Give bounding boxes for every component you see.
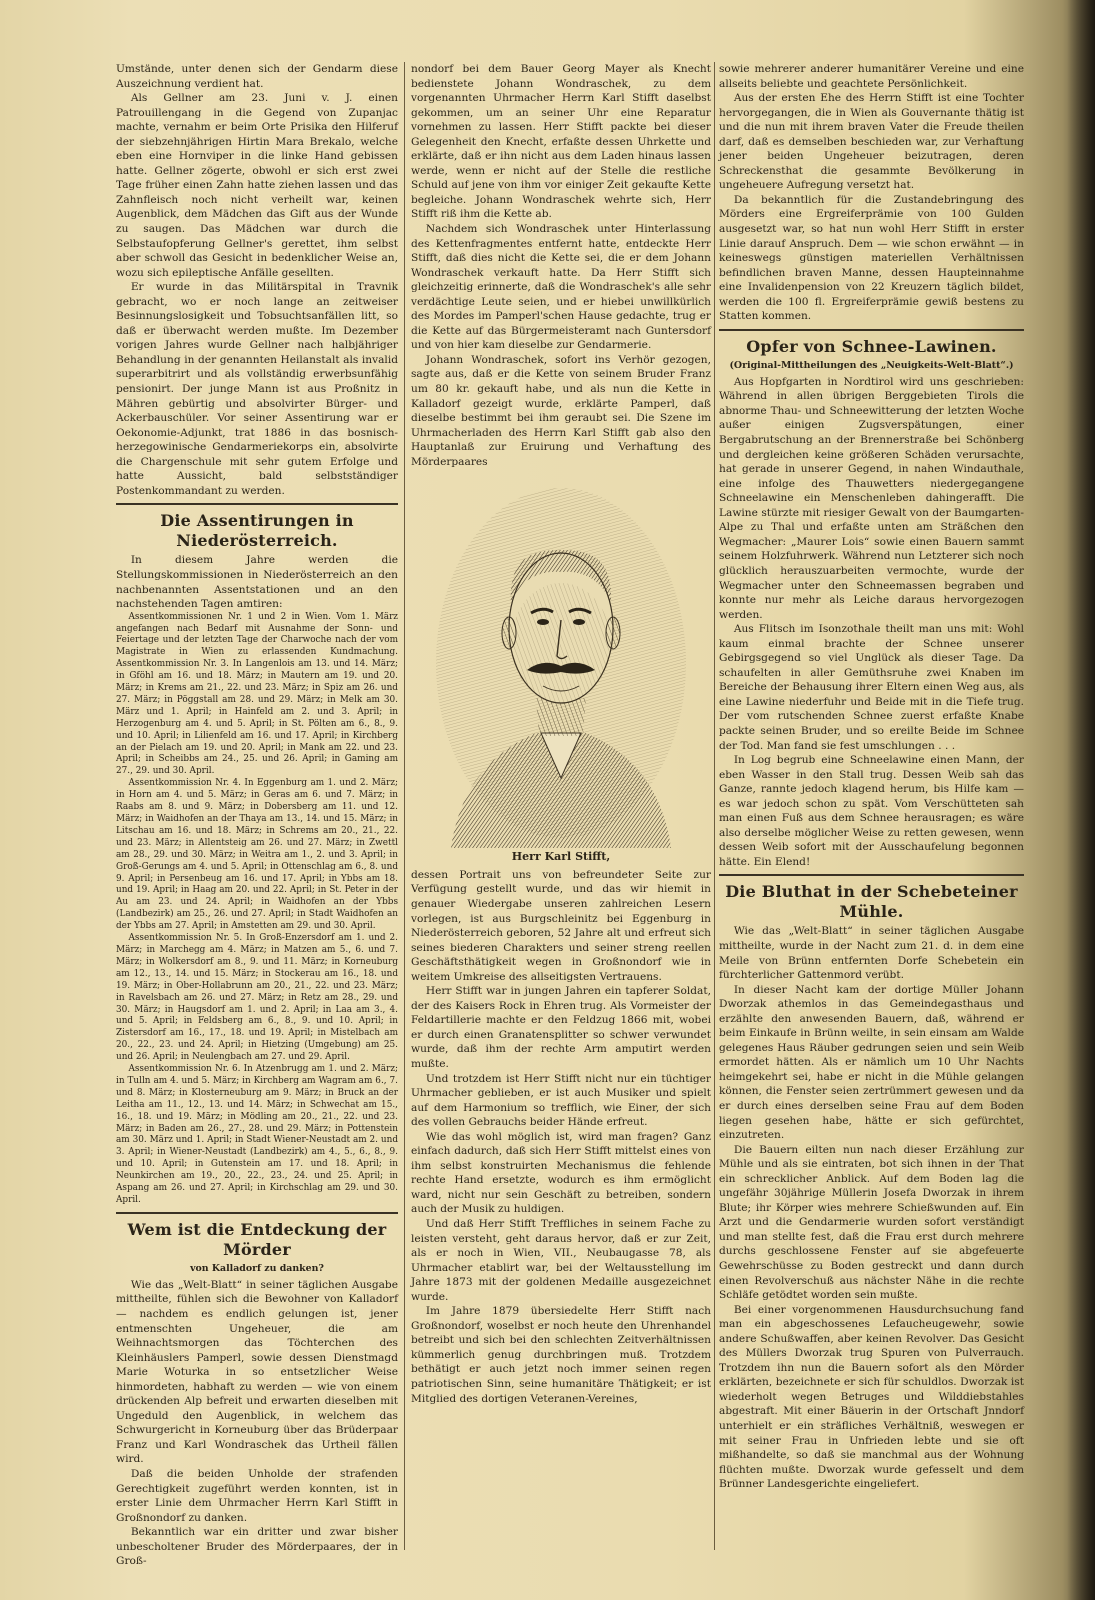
paragraph: Bekanntlich war ein dritter und zwar bisher unbescholtener Bruder des Mörderpaares, der in Groß- — [116, 1526, 398, 1568]
portrait-caption: Herr Karl Stifft, — [511, 850, 611, 864]
paragraph: dessen Portrait uns von befreundeter Seite zur Verfügung gestellt wurde, und das wir hiemit in genauer Wiedergabe unseren zahlreichen Lesern vorlegen, ist aus Burgschleinitz bei Eggenburg in Niederösterreich geboren, 52 Jahre alt und erfreut sich seines biederen Charakters und seiner streng reellen Geschäftsthätigkeit wegen in Großnondorf wie in weitem Umkreise des allseitigsten Vertrauens. — [411, 868, 711, 983]
paragraph: Johann Wondraschek, sofort ins Verhör gezogen, sagte aus, daß er die Kette von seinem Bruder Franz um 80 kr. gekauft habe, und als nun die Kette in Kalladorf gezeigt wurde, erklärte Pamperl, daß dieselbe bestimmt bei ihm geraubt sei. Die Szene im Uhrmacherladen des Herrn Karl Stifft gab also den Hauptanlaß zur Eruirung und Verhaftung des Mörderpaares — [411, 353, 711, 468]
column-1 — [116, 62, 398, 1569]
paragraph: Aus der ersten Ehe des Herrn Stifft ist eine Tochter hervorgegangen, die in Wien als Gouvernante thätig ist und die nun mit ihrem braven Vater die Freude theilen darf, daß es demselben beschieden war, zur Verhaftung jener beiden Ungeheuer beizutragen, deren Schreckensthat die gesammte Bevölkerung in ungeheuere Aufregung versetzt hat. — [719, 92, 1024, 192]
column-rule — [714, 62, 715, 1550]
article-heading: Die Bluthat in der Schebeteiner Mühle. — [725, 882, 1018, 922]
paragraph: Wie das „Welt-Blatt“ in seiner täglichen Ausgabe mittheilte, fühlen sich die Bewohner von Kalladorf — nachdem es endlich gelungen ist, jener entmenschten Ungeheuer, die am Weihnachtsmorgen das Töchterchen des Kleinhäuslers Pamperl, sowie dessen Dienstmagd Marie Woturka in so entsetzlicher Weise hinmordeten, habhaft zu werden — wie von einem drückenden Alp befreit und erwarten dieselben mit Ungeduld den Augenblick, in welchem das Schwurgericht in Korneuburg über das Brüderpaar Franz und Karl Wondraschek das Urtheil fällen wird. — [116, 1278, 398, 1466]
article-subheading: von Kalladorf zu danken? — [190, 1262, 324, 1274]
paragraph: Daß die beiden Unholde der strafenden Gerechtigkeit zugeführt werden konnten, ist in erster Linie dem Uhrmacher Herrn Karl Stifft in Großnondorf zu danken. — [116, 1468, 398, 1524]
column-rule — [404, 62, 405, 1550]
section-divider — [116, 503, 398, 505]
paragraph: sowie mehrerer anderer humanitärer Vereine und eine allseits beliebte und geachtete Persönlichkeit. — [719, 63, 1024, 90]
section-divider — [719, 329, 1024, 331]
article-heading: Opfer von Schnee-Lawinen. — [746, 336, 997, 356]
paragraph: In Log begrub eine Schneelawine einen Mann, der eben Wasser in den Stall trug. Dessen Weib sah das Ganze, rannte jedoch klagend herum, bis Hilfe kam — es war jedoch schon zu spät. Vom Verschütteten sah man einen Fuß aus dem Schnee herausragen; es wäre also derselbe möglicher Weise zu retten gewesen, wenn dessen Weib sofort mit der Ausschaufelung begonnen hätte. Ein Elend! — [719, 754, 1024, 868]
paragraph: In diesem Jahre werden die Stellungskommissionen in Niederösterreich an den nachbenannten Assentstationen und an den nachstehenden Tagen amtiren: — [116, 554, 398, 611]
paragraph: Aus Flitsch im Isonzothale theilt man uns mit: Wohl kaum einmal brachte der Schnee unserer Gebirgsgegend so viel Unglück als dieser Tage. Da schaufelten in aller Gemüthsruhe zwei Knaben im Bereiche der Behausung ihrer Eltern einen Weg aus, als eine Lawine niederfuhr und Beide mit in die Tiefe trug. Der vom rutschenden Schnee zuerst erfaßte Knabe packte seinen Bruder, und so ereilte Beide im Schnee der Tod. Man fand sie fest umschlungen . . . — [719, 623, 1024, 752]
paragraph: Bei einer vorgenommenen Hausdurchsuchung fand man ein abgeschossenes Lefaucheugewehr, sowie andere Schußwaffen, aber keinen Revolver. Das Gesicht des Müllers Dworzak trug Spuren von Pulverrauch. Trotzdem ihn nun die Bauern sofort als den Mörder erklärten, bezeichnete er sich für schuldlos. Dworzak ist wiederholt wegen Betruges und Wilddiebstahles abgestraft. Mit einer Bäuerin in der Ortschaft Jnndorf unterhielt er ein sträfliches Verhältniß, weswegen er mit seiner Frau in Unfrieden lebte und sie oft mißhandelte, so daß sie manchmal aus der Wohnung flüchten mußte. Dworzak wurde gefesselt und dem Brünner Landesgerichte eingeliefert. — [719, 1303, 1024, 1491]
paragraph: Nachdem sich Wondraschek unter Hinterlassung des Kettenfragmentes entfernt hatte, entdeckte Herr Stifft, daß dies nicht die Kette sei, die er dem Johann Wondraschek verkauft hatte. Da Herr Stifft sich gleichzeitig erinnerte, daß die Wondraschek's alle sehr verdächtige Leute seien, und er hiebei unwillkürlich des Mordes im Pamperl'schen Hause gedachte, trug er die Kette auf das Bürgermeisteramt nach Guntersdorf und von hier kam dieselbe zur Gendarmerie. — [411, 223, 711, 352]
paragraph: Assentkommissionen Nr. 1 und 2 in Wien. Vom 1. März angefangen nach Bedarf mit Ausnahme der Sonn- und Feiertage und der letzten Tage der Charwoche nach der vom Magistrate in Wien zu erlassenden Kundmachung. Assentkommission Nr. 3. In Langenlois am 13. und 14. März; in Gföhl am 16. und 18. März; in Mautern am 19. und 20. März; in Krems am 21., 22. und 23. März; in Spiz am 26. und 27. März; in Pöggstall am 28. und 29. März; in Melk am 30. März und 1. April; in Hainfeld am 2. und 3. April; in Herzogenburg am 4. und 5. April; in St. Pölten am 6., 8., 9. und 10. April; in Lilienfeld am 16. und 17. April; in Kirchberg an der Pielach am 19. und 20. April; in Mank am 22. und 23. April; in Scheibbs am 24., 25. und 26. April; in Gaming am 27., 29. und 30. April. — [116, 611, 398, 777]
column-3 — [719, 62, 1024, 1492]
paragraph: Und daß Herr Stifft Treffliches in seinem Fache zu leisten versteht, geht daraus hervor, daß er zur Zeit, als er noch in Wien, VII., Neubaugasse 78, als Uhrmacher etablirt war, bei der Weltausstellung im Jahre 1873 mit der goldenen Medaille ausgezeichnet wurde. — [411, 1217, 711, 1303]
paragraph: Er wurde in das Militärspital in Travnik gebracht, wo er noch lange an zeitweiser Besinnungslosigkeit und Tobsuchtsanfällen litt, so daß er überwacht werden mußte. Im Dezember vorigen Jahres wurde Gellner nach halbjähriger Behandlung in der genannten Heilanstalt als invalid superarbitrirt und als vollständig erwerbsunfähig pensionirt. Der junge Mann ist aus Proßnitz in Mähren gebürtig und absolvirter Bürger- und Ackerbauschüler. Vor seiner Assentirung war er Oekonomie-Adjunkt, trat 1886 in das bosnisch-herzegowinische Gendarmeriekorps ein, absolvirte die Chargenschule mit sehr gutem Erfolge und hatte Aussicht, bald selbstständiger Postenkommandant zu werden. — [116, 281, 398, 497]
paragraph: Assentkommission Nr. 5. In Groß-Enzersdorf am 1. und 2. März; in Marchegg am 4. März; in Matzen am 5., 6. und 7. März; in Wolkersdorf am 8., 9. und 11. März; in Korneuburg am 12., 13., 14. und 15. März; in Stockerau am 16., 18. und 19. März; in Ober-Hollabrunn am 20., 21., 22. und 23. März; in Ravelsbach am 26. und 27. März; in Retz am 28., 29. und 30. März; in Haugsdorf am 1. und 2. April; in Laa am 3., 4. und 5. April; in Feldsberg am 6., 8., 9. und 10. April; in Zistersdorf am 16., 17., 18. und 19. April; in Mistelbach am 20., 22., 23. und 24. April; in Hietzing (Umgebung) am 25. und 26. April; in Neulengbach am 27. und 29. April. — [116, 933, 398, 1063]
paragraph: Assentkommission Nr. 4. In Eggenburg am 1. und 2. März; in Horn am 4. und 5. März; in Geras am 6. und 7. März; in Raabs am 8. und 9. März; in Dobersberg am 11. und 12. März; in Waidhofen an der Thaya am 13., 14. und 15. März; in Litschau am 16. und 18. März; in Schrems am 20., 21., 22. und 23. März; in Allentsteig am 26. und 27. März; in Zwettl am 28., 29. und 30. März; in Weitra am 1., 2. und 3. April; in Groß-Gerungs am 4. und 5. April; in Ottenschlag am 6., 8. und 9. April; in Persenbeug am 16. und 17. April; in Ybbs am 18. und 19. April; in Haag am 20. und 22. April; in St. Peter in der Au am 23. und 24. April; in Waidhofen an der Ybbs (Landbezirk) am 25., 26. und 27. April; in Stadt Waidhofen an der Ybbs am 27. April; in Amstetten am 29. und 30. April. — [116, 778, 398, 932]
paragraph: Im Jahre 1879 übersiedelte Herr Stifft nach Großnondorf, woselbst er noch heute den Uhrenhandel betreibt und sich bei den schlechten Zeitverhältnissen kümmerlich genug durchbringen muß. Trotzdem bethätigt er auch jetzt noch immer seinen regen patriotischen Sinn, seine humanitäre Thätigkeit; er ist Mitglied des dortigen Veteranen-Vereines, — [411, 1305, 711, 1405]
paragraph: Und trotzdem ist Herr Stifft nicht nur ein tüchtiger Uhrmacher geblieben, er ist auch Musiker und spielt auf dem Harmonium so trefflich, wie Einer, der sich des vollen Gebrauchs beider Hände erfreut. — [411, 1072, 711, 1129]
paragraph: Die Bauern eilten nun nach dieser Erzählung zur Mühle und als sie eintraten, bot sich ihnen in der That ein schrecklicher Anblick. Auf dem Boden lag die ungefähr 30jährige Müllerin Josefa Dworzak in ihrem Blute; ihr Körper wies mehrere Schießwunden auf. Ein Arzt und die Gendarmerie wurden sofort verständigt und man stellte fest, daß die Frau erst durch mehrere durchs geschlossene Fenster auf sie abgefeuerte Gewehrschüsse zu Boden gestreckt und dann durch einen Revolverschuß aus nächster Nähe in die rechte Schläfe getödtet worden sein mußte. — [719, 1143, 1024, 1302]
portrait-engraving — [431, 478, 691, 848]
paragraph: Herr Stifft war in jungen Jahren ein tapferer Soldat, der des Kaisers Rock in Ehren trug. Als Vormeister der Feldartillerie machte er den Feldzug 1866 mit, wobei er durch einen Granatensplitter so schwer verwundet wurde, daß ihm der rechte Arm amputirt werden mußte. — [411, 985, 711, 1070]
page-binding-shadow — [1067, 0, 1095, 1600]
paragraph: Umstände, unter denen sich der Gendarm diese Auszeichnung verdient hat. — [116, 63, 398, 90]
portrait-figure — [411, 478, 711, 848]
paragraph: nondorf bei dem Bauer Georg Mayer als Knecht bedienstete Johann Wondraschek, zu dem vorgenannten Uhrmacher Herrn Karl Stifft daselbst gekommen, um an seiner Uhr eine Reparatur vornehmen zu lassen. Herr Stifft packte bei dieser Gelegenheit den Knecht, erfaßte dessen Uhrkette und erklärte, daß er ihn nicht aus dem Laden hinaus lassen werde, wenn er nicht auf der Stelle die restliche Schuld auf jene von ihm vor einiger Zeit gekaufte Kette begleiche. Johann Wondraschek wehrte sich, Herr Stifft riß ihm die Kette ab. — [411, 63, 711, 221]
paragraph: Als Gellner am 23. Juni v. J. einen Patrouillengang in die Gegend von Zupanjac machte, vernahm er beim Orte Prisika den Hilferuf der siebzehnjährigen Hirtin Mara Brekalo, welche eben eine Hornviper in die linke Hand gebissen hatte. Gellner zögerte, obwohl er sich erst zwei Tage früher einen Zahn hatte ziehen lassen und das Zahnfleisch noch nicht verheilt war, keinen Augenblick, dem Mädchen das Gift aus der Wunde zu saugen. Das Mädchen war durch die Selbstaufopferung Gellner's gerettet, ihm selbst aber schwoll das Gesicht in bedenklicher Weise an, wozu sich epileptische Anfälle gesellten. — [116, 92, 398, 279]
article-heading: Die Assentirungen in Niederösterreich. — [160, 511, 354, 551]
column-2 — [411, 62, 711, 1406]
article-heading: Wem ist die Entdeckung der Mörder — [127, 1219, 387, 1259]
paragraph: Aus Hopfgarten in Nordtirol wird uns geschrieben: Während in allen übrigen Berggebieten Tirols die abnorme Thau- und Schneewitterung der letzten Woche außer einigen Zugsverspätungen, einer Bergabrutschung an der Brennerstraße bei Schönberg und dergleichen keine größeren Schäden verursachte, hat gerade in unserer Gegend, in nahen Windauthale, eine infolge des Thauwetters niedergegangene Schneelawine ein Menschenleben dahingerafft. Die Lawine stürzte mit riesiger Gewalt von der Baumgarten-Alpe zu Thal und erfaßte unten am Sträßchen den Wegmacher: „Maurer Lois“ sowie einen Bauern sammt seinem Holzfuhrwerk. Während nun Letzterer sich noch glücklich herauszuarbeiten vermochte, wurde der Wegmacher unter den Schneemassen begraben und konnte nur mehr als Leiche daraus hervorgezogen werden. — [719, 375, 1024, 621]
paragraph: Wie das wohl möglich ist, wird man fragen? Ganz einfach dadurch, daß sich Herr Stifft mittelst eines von ihm selbst konstruirten Mechanismus die fehlende rechte Hand ersetzte, wodurch es ihm ermöglicht ward, nicht nur sein Geschäft zu betreiben, sondern auch der Musik zu huldigen. — [411, 1130, 711, 1216]
paragraph: Assentkommission Nr. 6. In Atzenbrugg am 1. und 2. März; in Tulln am 4. und 5. März; in Kirchberg am Wagram am 6., 7. und 8. März; in Klosterneuburg am 9. März; in Bruck an der Leitha am 11., 12., 13. und 14. März; in Schwechat am 15., 16., 18. und 19. März; in Mödling am 20., 21., 22. und 23. März; in Baden am 26., 27., 28. und 29. März; in Pottenstein am 30. März und 1. April; in Stadt Wiener-Neustadt am 2. und 3. April; in Wiener-Neustadt (Landbezirk) am 4., 5., 6., 8., 9. und 10. April; in Gutenstein am 17. und 18. April; in Neunkirchen am 19., 20., 22., 23., 24. und 25. April; in Aspang am 26. und 27. April; in Kirchschlag am 29. und 30. April. — [116, 1064, 398, 1205]
section-divider — [116, 1212, 398, 1214]
paragraph: In dieser Nacht kam der dortige Müller Johann Dworzak athemlos in das Gemeindegasthaus und erzählte den anwesenden Bauern, daß, während er beim Einkaufe in Brünn weilte, in sein einsam am Walde gelegenes Haus Räuber gedrungen seien und sein Weib ermordet hätten. Als er nämlich um 10 Uhr Nachts heimgekehrt sei, habe er nicht in die Mühle gelangen können, die Fenster seien zertrümmert gewesen und da er durch eines derselben seine Frau auf dem Boden liegen gesehen habe, hätte er sich gefürchtet, einzutreten. — [719, 983, 1024, 1142]
paragraph: Da bekanntlich für die Zustandebringung des Mörders eine Ergreiferprämie von 100 Gulden ausgesetzt war, so hat nun wohl Herr Stifft in erster Linie darauf Anspruch. Dem — wie schon erwähnt — in keineswegs günstigen materiellen Verhältnissen befindlichen braven Manne, dessen Haupteinnahme eine Invalidenpension von 22 Kreuzern täglich bildet, werden die 100 fl. Ergreiferprämie gewiß bestens zu Statten kommen. — [719, 193, 1024, 323]
section-divider — [719, 874, 1024, 876]
article-subheading: (Original-Mittheilungen des „Neuigkeits-Welt-Blatt“.) — [729, 359, 1014, 371]
paragraph: Wie das „Welt-Blatt“ in seiner täglichen Ausgabe mittheilte, wurde in der Nacht zum 21. d. in dem eine Meile von Brünn entfernten Dorfe Schebetein ein fürchterlicher Gattenmord verübt. — [719, 925, 1024, 982]
